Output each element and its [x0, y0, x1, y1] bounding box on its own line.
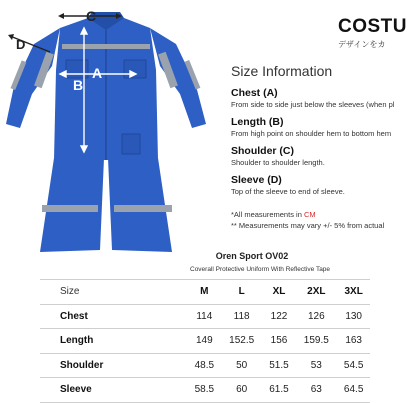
size-chart-table [40, 279, 370, 403]
coverall-illustration [0, 0, 230, 260]
label-b: B [73, 77, 84, 93]
brand-name: COSTU [338, 16, 407, 37]
units-note-unit: CM [303, 210, 316, 219]
measurement-shoulder [231, 145, 411, 168]
size-header-cell: L [238, 286, 245, 298]
row-label: Length [60, 335, 94, 347]
brand-logo [338, 16, 407, 50]
size-info-title: Size Information [231, 63, 333, 79]
table-cell: 126 [307, 310, 325, 322]
table-cell: 50 [236, 359, 248, 371]
table-row [40, 378, 370, 403]
label-c: C [86, 8, 97, 24]
label-a: A [92, 65, 103, 81]
table-cell: 118 [233, 310, 250, 322]
table-cell: 149 [195, 335, 213, 347]
table-cell: 156 [270, 335, 288, 347]
measurement-name: Sleeve (D) [231, 174, 282, 186]
row-label: Shoulder [60, 359, 104, 371]
table-cell: 53 [310, 359, 322, 371]
size-header-cell: 3XL [344, 286, 363, 298]
product-subtitle: Coverall Protective Uniform With Reflective Tape [190, 266, 331, 273]
measurement-chest [231, 87, 411, 110]
size-information-panel [231, 63, 411, 231]
product-name: Oren Sport OV02 [215, 251, 289, 261]
size-header-cell: XL [272, 286, 286, 298]
measurement-name: Chest (A) [231, 87, 278, 99]
table-cell: 130 [345, 310, 362, 322]
units-note-prefix: *All measurements in [231, 210, 304, 219]
table-cell: 60 [236, 384, 248, 396]
size-header-label: Size [60, 286, 80, 298]
table-cell: 152.5 [229, 335, 255, 347]
table-cell: 61.5 [269, 384, 289, 396]
size-header-cell: 2XL [307, 286, 326, 298]
measurement-name: Shoulder (C) [231, 145, 294, 157]
measurement-description: From side to side just below the sleeves (when pl [231, 100, 395, 109]
brand-subtitle: デザインをカ [338, 40, 386, 49]
units-note [231, 209, 411, 220]
table-cell: 159.5 [303, 335, 329, 347]
table-row [40, 304, 370, 329]
table-cell: 122 [270, 310, 288, 322]
measurement-length [231, 116, 411, 139]
row-label: Sleeve [60, 384, 92, 396]
size-header-cell: M [200, 286, 209, 298]
measurement-description: Shoulder to shoulder length. [231, 158, 325, 167]
table-row [40, 329, 370, 354]
table-cell: 114 [196, 310, 213, 322]
table-header-row [40, 280, 370, 305]
table-cell: 64.5 [343, 384, 364, 396]
table-cell: 163 [345, 335, 362, 347]
row-label: Chest [60, 310, 88, 322]
measurement-name: Length (B) [231, 116, 284, 128]
measurement-sleeve [231, 174, 411, 197]
measurement-description: Top of the sleeve to end of sleeve. [231, 187, 345, 196]
table-row [40, 353, 370, 378]
measurement-description: From high point on shoulder hem to bottom hem [231, 129, 392, 138]
table-cell: 54.5 [343, 359, 364, 371]
table-cell: 58.5 [194, 384, 215, 396]
label-d: D [16, 37, 26, 52]
table-cell: 63 [310, 384, 322, 396]
variance-note: ** Measurements may vary +/- 5% from actual [231, 221, 385, 230]
table-cell: 48.5 [194, 359, 215, 371]
table-cell: 51.5 [269, 359, 289, 371]
product-name-row [0, 251, 400, 261]
